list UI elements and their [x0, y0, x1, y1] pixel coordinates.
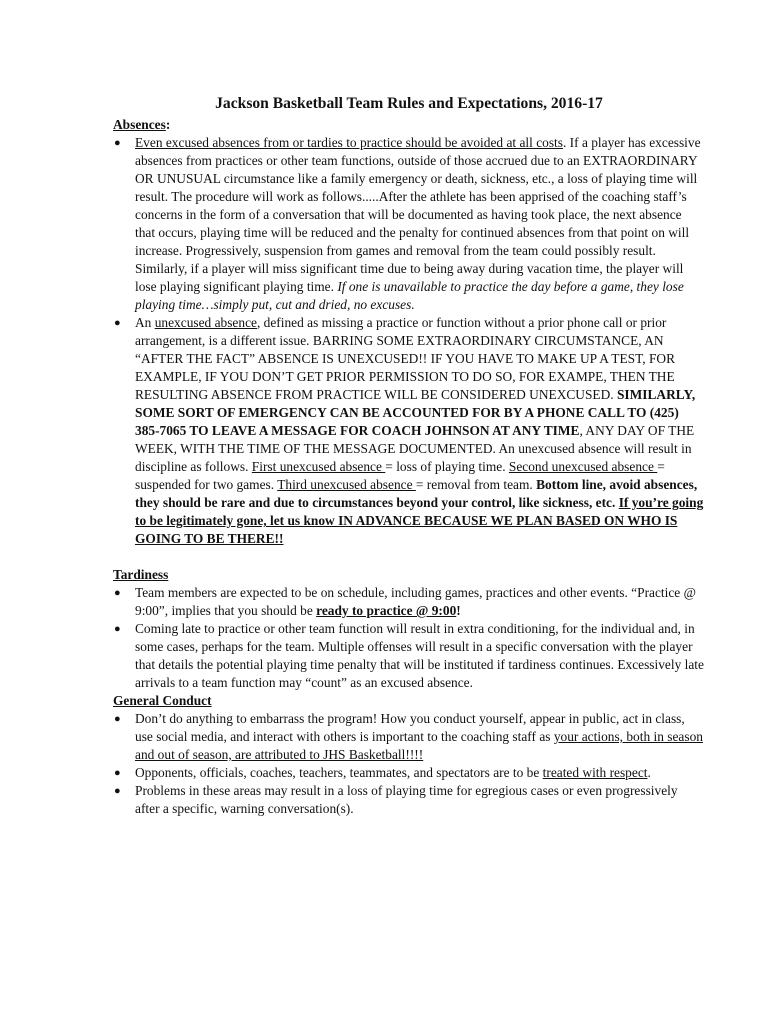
- bullet-icon: ●: [114, 785, 121, 797]
- conduct-heading: General Conduct: [113, 693, 212, 708]
- spacer: [113, 548, 705, 566]
- conduct-list: [113, 710, 705, 818]
- absences-heading: Absences:: [113, 117, 171, 132]
- absences-list: [113, 134, 705, 548]
- list-item: ● Team members are expected to be on schedule, including games, practices and other events. “Practice @ 9:00”, implies that you should be ready to practice @ 9:00!: [114, 585, 696, 618]
- bullet-icon: ●: [114, 137, 121, 149]
- list-item: ● Coming late to practice or other team function will result in extra conditioning, for the individual and, in some cases, perhaps for the team. Multiple offenses will result in a specific conversation with the player that details the potential playing time penalty that will be instituted if tardiness continues. Excessively late arrivals to a team function may “count” as an excused absence.: [114, 621, 704, 690]
- list-item: ● Problems in these areas may result in a loss of playing time for egregious cases or even progressively after a specific, warning conversation(s).: [114, 783, 678, 816]
- bullet-icon: ●: [114, 713, 121, 725]
- list-item: ● Opponents, officials, coaches, teachers, teammates, and spectators are to be treated with respect.: [114, 765, 651, 780]
- list-item: ● An unexcused absence, defined as missing a practice or function without a prior phone call or prior arrangement, is a different issue. BARRING SOME EXTRAORDINARY CIRCUMSTANCE, AN “AFTER THE FACT” ABSENCE IS UNEXCUSED!! IF YOU HAVE TO MAKE UP A TEST, FOR EXAMPLE, IF YOU DON’T GET PRIOR PERMISSION TO DO SO, FOR EXAMPE, THEN THE RESULTING ABSENCE FROM PRACTICE WILL BE CONSIDERED UNEXCUSED. SIMILARLY, SOME SORT OF EMERGENCY CAN BE ACCOUNTED FOR BY A PHONE CALL TO (425) 385-7065 TO LEAVE A MESSAGE FOR COACH JOHNSON AT ANY TIME, ANY DAY OF THE WEEK, WITH THE TIME OF THE MESSAGE DOCUMENTED. An unexcused absence will result in discipline as follows. First unexcused absence = loss of playing time. Second unexcused absence = suspended for two games. Third unexcused absence = removal from team. Bottom line, avoid absences, they should be rare and due to circumstances beyond your control, like sickness, etc. If you’re going to be legitimately gone, let us know IN ADVANCE BECAUSE WE PLAN BASED ON WHO IS GOING TO BE THERE!!: [114, 315, 704, 546]
- bullet-icon: ●: [114, 623, 121, 635]
- list-item: ● Don’t do anything to embarrass the program! How you conduct yourself, appear in public, act in class, use social media, and interact with others is important to the coaching staff as your actions, both in season and out of season, are attributed to JHS Basketball!!!!: [114, 711, 703, 762]
- document-body: [113, 94, 705, 818]
- tardiness-heading: Tardiness: [113, 567, 169, 582]
- tardiness-list: [113, 584, 705, 692]
- bullet-icon: ●: [114, 587, 121, 599]
- bullet-icon: ●: [114, 767, 121, 779]
- list-item: ● Even excused absences from or tardies to practice should be avoided at all costs. If a player has excessive absences from practices or other team functions, outside of those accrued due to an EXTRAORDINARY OR UNUSUAL circumstance like a family emergency or death, sickness, etc., a loss of playing time will result. The procedure will work as follows.....After the athlete has been apprised of the coaching staff’s concerns in the form of a conversation that will be documented as having took place, the next absence that occurs, playing time will be reduced and the penalty for continued absences from that point on will increase. Progressively, suspension from games and removal from the team could possibly result. Similarly, if a player will miss significant time due to being away during vacation time, the player will lose playing significant playing time. If one is unavailable to practice the day before a game, they lose playing time…simply put, cut and dried, no excuses.: [114, 135, 701, 312]
- document-title: Jackson Basketball Team Rules and Expectations, 2016-17: [215, 95, 603, 112]
- bullet-icon: ●: [114, 317, 121, 329]
